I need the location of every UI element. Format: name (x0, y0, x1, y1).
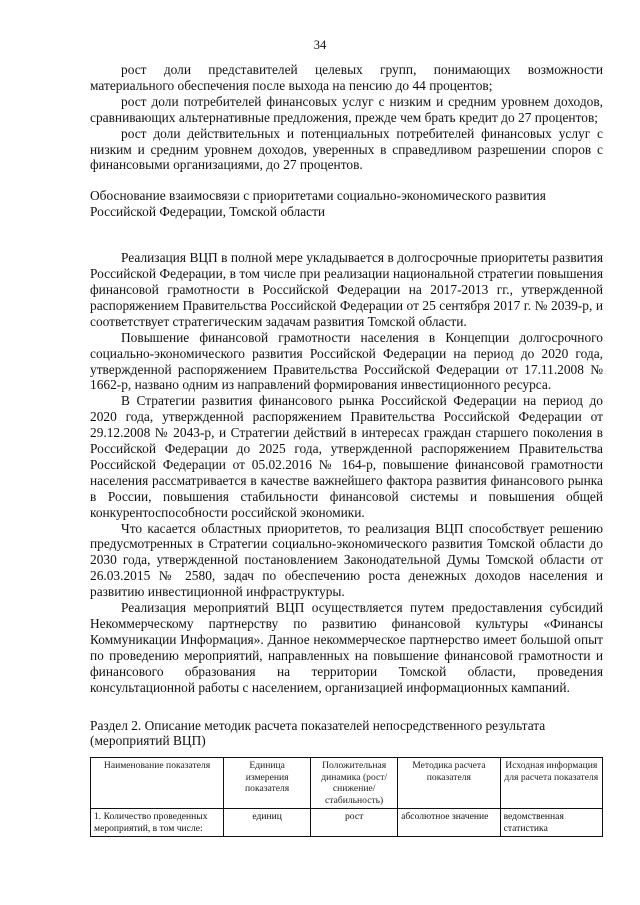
table-row (91, 809, 603, 837)
table-header-cell: Наименование показателя (91, 758, 224, 809)
document-body (90, 62, 603, 837)
section2-heading (90, 718, 603, 750)
table-header-cell: Единица измерения показателя (224, 758, 311, 809)
table-header-cell: Методика расчета показателя (398, 758, 500, 809)
table-cell-method: абсолютное значение (398, 809, 500, 837)
intro-paragraph-3: рост доли действительных и потенциальных потребителей финансовых услуг с низким и средним уровнем доходов, уверенных в справедливом разрешении споров с финансовыми организациями, до 27 процентов. (90, 125, 603, 173)
table-cell-dynamics: рост (311, 809, 398, 837)
section1-paragraph-1: Реализация ВЦП в полной мере укладывается в долгосрочные приоритеты развития Российской Федерации, в том числе при реализации национальной стратегии повышения финансовой грамотности в Российской Федерации на 2017-2013 гг., утвержденной распоряжением Правительства Российской Федерации от 25 сентября 2017 г. № 2039-р, и соответствует стратегическим задачам развития Томской области. (90, 250, 603, 329)
section2-heading-line1: Раздел 2. Описание методик расчета показателей непосредственного результата (90, 717, 546, 733)
section1-paragraph-3: В Стратегии развития финансового рынка Российской Федерации на период до 2020 года, утвержденной распоряжением Правительства Российской Федерации от 29.12.2008 № 2043-р, и Стратегии действий в интересах граждан старшего поколения в Российской Федерации до 2025 года, утвержденной распоряжением Правительства Российской Федерации от 05.02.2016 № 164-р, повышение финансовой грамотности населения рассматривается в качестве важнейшего фактора развития финансового рынка в России, повышения стабильности финансовой системы и повышения общей конкурентоспособности российской экономики. (90, 393, 603, 520)
table-cell-unit: единиц (224, 809, 311, 837)
table-cell-source: ведомственная статистика (500, 809, 602, 837)
table-header-cell: Положительная динамика (рост/снижение/стабильность) (311, 758, 398, 809)
intro-paragraph-1: рост доли представителей целевых групп, понимающих возможности материального обеспечения после выхода на пенсию до 44 процентов; (90, 62, 603, 93)
section1-paragraph-5: Реализация мероприятий ВЦП осуществляется путем предоставления субсидий Некоммерческому партнерству по развитию финансовой культуры «Финансы Коммуникации Информация». Данное некоммерческое партнерство имеет большой опыт по проведению мероприятий, направленных на повышение финансовой грамотности и финансового образования на территории Томской области, проведения консультационной работы с населением, организацией информационных кампаний. (90, 600, 603, 695)
intro-paragraph-2: рост доли потребителей финансовых услуг с низким и средним уровнем доходов, сравнивающих альтернативные предложения, прежде чем брать кредит до 27 процентов; (90, 93, 603, 125)
table-cell-name: 1. Количество проведенных мероприятий, в том числе: (91, 809, 224, 837)
indicators-table (90, 757, 603, 837)
section1-paragraph-2: Повышение финансовой грамотности населения в Концепции долгосрочного социально-экономического развития Российской Федерации на период до 2020 года, утвержденной распоряжением Правительства Российской Федерации от 17.11.2008 № 1662-р, названо одним из направлений формирования инвестиционного ресурса. (90, 329, 603, 393)
section1-heading-line1: Обоснование взаимосвязи с приоритетами социально-экономического развития (90, 188, 546, 204)
section1-heading (90, 188, 603, 220)
page-number: 34 (313, 38, 327, 52)
table-header-cell: Исходная информация для расчета показателя (500, 758, 602, 809)
section1-heading-line2: Российской Федерации, Томской области (90, 204, 326, 220)
section2-heading-line2: (мероприятий ВЦП) (90, 733, 206, 749)
section1-paragraph-4: Что касается областных приоритетов, то реализация ВЦП способствует решению предусмотренных в Стратегии социально-экономического развития Томской области до 2030 года, утвержденной постановлением Законодательной Думы Томской области от 26.03.2015 № 2580, задач по обеспечению роста денежных доходов населения и развитию инвестиционной инфраструктуры. (90, 520, 603, 600)
table-header-row (91, 758, 603, 809)
